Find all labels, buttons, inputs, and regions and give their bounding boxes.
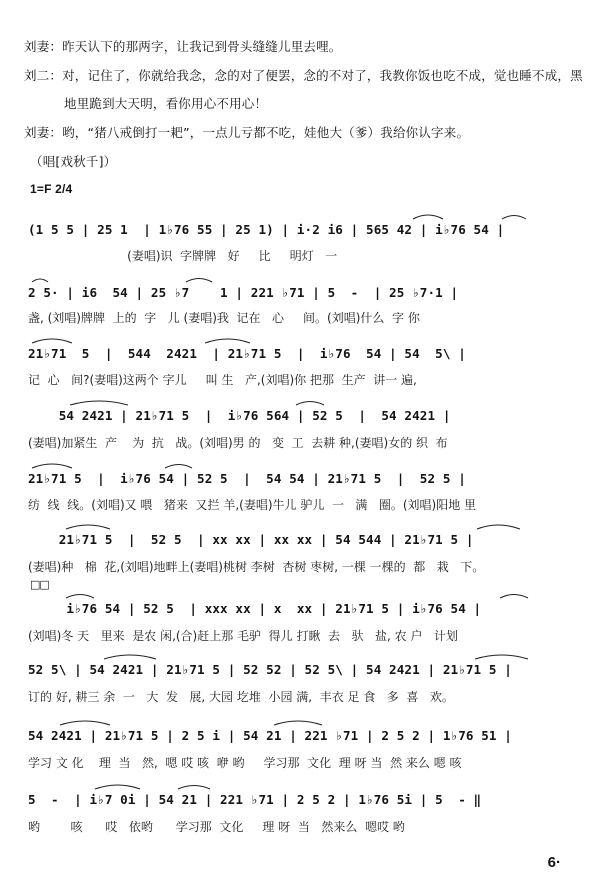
slur bbox=[60, 721, 110, 725]
slur bbox=[66, 525, 110, 529]
score-notes-row-3: 21♭71 5 | 544 2421 | 21♭71 5 | i♭76 54 | 54 5\ | bbox=[28, 346, 466, 361]
tune-label: （唱[戏秋千]） bbox=[30, 154, 117, 169]
score-notes-row-8: 52 5\ | 54 2421 | 21♭71 5 | 52 52 | 52 5\ | 54 2421 | 21♭71 5 | bbox=[28, 662, 512, 677]
score-notes-row-2: 2 5· | i6 54 | 25 ♭7 1 | 221 ♭71 | 5 - | 25 ♭7·1 | bbox=[28, 285, 459, 300]
slur bbox=[500, 595, 528, 599]
dialogue-line-2-continued: 地里跪到大天明，看你用心不用心！ bbox=[64, 96, 268, 111]
score-lyrics-row-7: (刘唱)冬 天 里来 是农 闲,(合)赶上那 毛驴 得儿 打瞅 去 驮 盐, 农 户 计划 bbox=[28, 629, 458, 643]
key-signature: 1=F 2/4 bbox=[30, 182, 73, 196]
slur bbox=[205, 339, 250, 343]
score-notes-row-9: 54 2421 | 21♭71 5 | 2 5 i | 54 21 | 221 ♭71 | 2 5 2 | 1♭76 51 | bbox=[28, 728, 512, 743]
slur bbox=[296, 402, 324, 406]
slur bbox=[274, 721, 322, 725]
score-lyrics-row-2: 盏, (刘唱)牌牌 上的 字 儿 (妻唱)我 记在 心 间。(刘唱)什么 字 你 bbox=[28, 311, 420, 325]
dialogue-line-2: 刘二：对，记住了，你就给我念，念的对了便罢，念的不对了，我教你饭也吃不成，觉也睡不成，黑 bbox=[24, 68, 583, 83]
score-lyrics-row-1: (妻唱)识 字牌牌 好 比 明灯 一 bbox=[28, 249, 338, 263]
dialogue-line-1: 刘妻：昨天认下的那两字，让我记到骨头缝缝儿里去哩。 bbox=[24, 39, 342, 54]
score-lyrics-row-4: (妻唱)加紧生 产 为 抗 战。(刘唱)男 的 变 工 去耕 种,(妻唱)女的 织 布 bbox=[28, 436, 448, 450]
dialogue-line-3: 刘妻：哟，“猪八戒倒打一耙”，一点儿亏都不吃，娃他大（爹）我给你认字来。 bbox=[24, 125, 470, 140]
slur bbox=[32, 339, 72, 343]
score-lyrics-row-3: 记 心 间?(妻唱)这两个 字儿 叫 生 产,(刘唱)你 把那 生产 讲一 遍, bbox=[28, 373, 417, 387]
score-notes-row-4: 54 2421 | 21♭71 5 | i♭76 564 | 52 5 | 54 2421 | bbox=[28, 408, 451, 423]
slur bbox=[70, 401, 128, 405]
score-notes-row-5: 21♭71 5 | i♭76 54 | 52 5 | 54 54 | 21♭71 5 | 52 5 | bbox=[28, 471, 466, 486]
score-notes-row-1: (1 5 5 | 25 1 | 1♭76 55 | 25 1) | i·2 i6 | 565 42 | i♭76 54 | bbox=[28, 222, 505, 237]
slur bbox=[32, 279, 48, 282]
score-lyrics-row-9: 学习 文 化 理 当 然, 嗯 哎 咳 咿 哟 学习那 文化 理 呀 当 然 来么 嗯 咳 bbox=[28, 756, 462, 770]
slur bbox=[502, 216, 526, 220]
slur bbox=[95, 785, 140, 789]
slur bbox=[186, 279, 212, 283]
score-notes-row-6: 21♭71 5 | 52 5 | xx xx | xx xx | 54 544 | 21♭71 5 | bbox=[28, 532, 474, 547]
score-notes-row-10: 5 - | i♭7 0i | 54 21 | 221 ♭71 | 2 5 2 | 1♭76 5i | 5 - ‖ bbox=[28, 792, 482, 807]
missing-glyph-boxes: □□ bbox=[30, 578, 49, 591]
slur bbox=[32, 464, 72, 468]
score-lyrics-row-6: (妻唱)种 棉 花,(刘唱)地畔上(妻唱)桃树 李树 杏树 枣树, 一棵 一棵的 都 栽 下。 bbox=[28, 560, 485, 574]
score-lyrics-row-8: 订的 好, 耕三 余 一 大 发 展, 大园 圪堆 小园 满, 丰衣 足 食 多 喜 欢。 bbox=[28, 690, 454, 704]
slur bbox=[475, 655, 528, 659]
page-number: 6· bbox=[547, 854, 561, 871]
score-lyrics-row-10: 哟 咳 哎 依哟 学习那 文化 理 呀 当 然来么 嗯哎 哟 bbox=[28, 820, 405, 834]
score-lyrics-row-5: 纺 线 线。(刘唱)又 喂 猪来 又拦 羊,(妻唱)牛儿 驴儿 一 满 圈。(刘唱)阳地 里 bbox=[28, 498, 477, 512]
slur bbox=[477, 525, 520, 529]
slur bbox=[413, 215, 443, 219]
score-notes-row-7: i♭76 54 | 52 5 | xxx xx | x xx | 21♭71 5 | i♭76 54 | bbox=[28, 601, 482, 616]
slur bbox=[66, 595, 94, 599]
slur bbox=[104, 655, 156, 659]
slur bbox=[178, 786, 210, 790]
slur bbox=[165, 465, 192, 469]
